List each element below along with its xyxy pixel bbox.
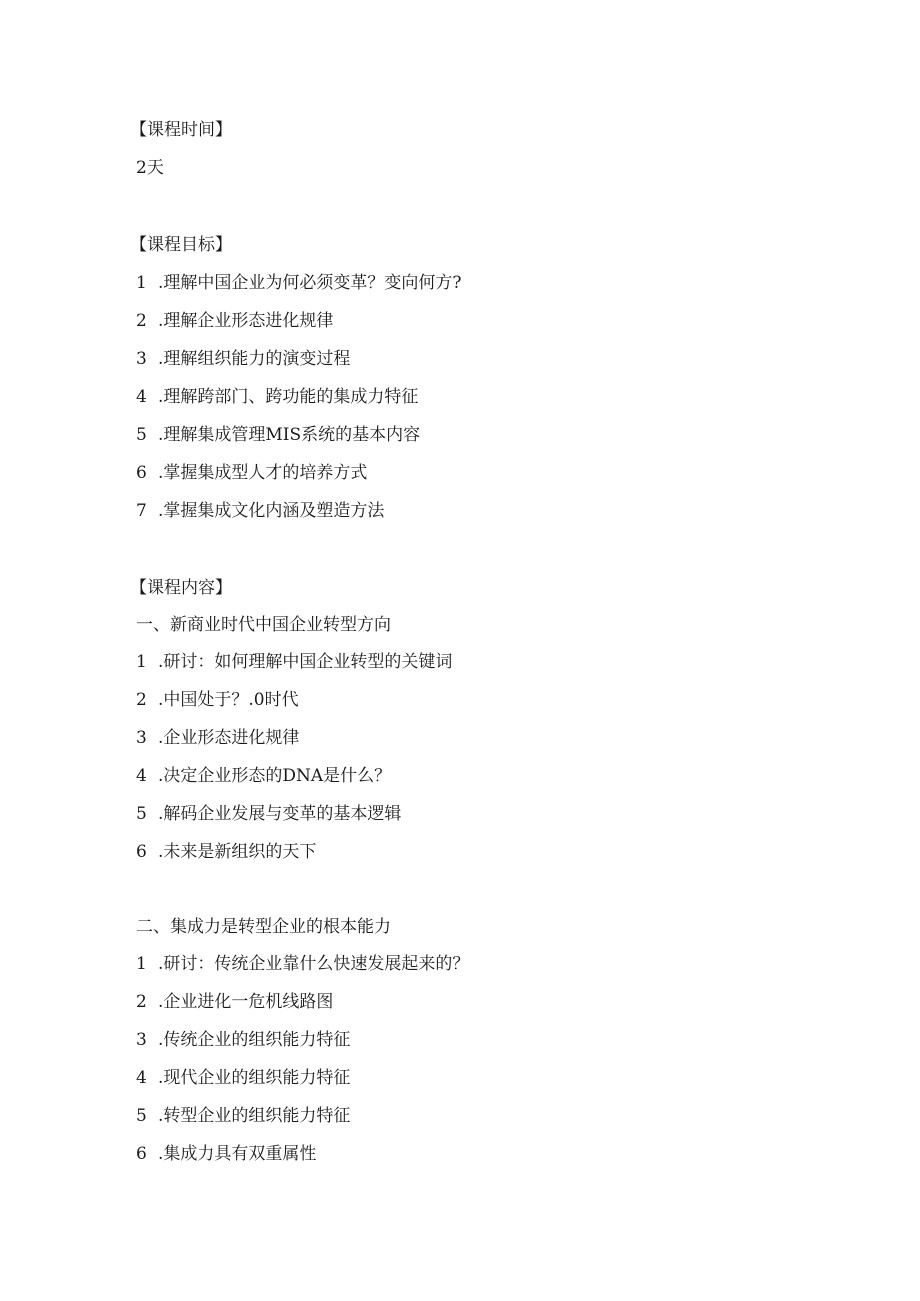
course-time-heading: 【课程时间】 <box>130 120 232 140</box>
section-title: 二、集成力是转型企业的根本能力 <box>136 917 391 937</box>
content-item-number: 3 <box>136 728 147 748</box>
goal-item-text: .理解集成管理MIS系统的基本内容 <box>158 425 421 445</box>
content-item-number: 5 <box>136 804 147 824</box>
course-goals-heading: 【课程目标】 <box>130 235 232 255</box>
content-item-text: .中国处于？.0时代 <box>158 690 299 710</box>
content-item-number: 4 <box>136 766 147 786</box>
goal-item-number: 3 <box>136 349 147 369</box>
goal-item <box>136 500 384 522</box>
content-item <box>136 1143 316 1165</box>
content-item-number: 3 <box>136 1030 147 1050</box>
goal-item-text: .理解跨部门、跨功能的集成力特征 <box>158 387 419 407</box>
goal-item-number: 4 <box>136 387 147 407</box>
course-time-value: 2天 <box>136 158 164 178</box>
content-item <box>136 689 299 711</box>
goal-item <box>136 272 462 294</box>
content-item-text: .未来是新组织的天下 <box>158 842 317 862</box>
content-item-text: .解码企业发展与变革的基本逻辑 <box>158 804 402 824</box>
goal-item-number: 6 <box>136 463 147 483</box>
course-content-heading: 【课程内容】 <box>130 578 232 598</box>
content-item-number: 4 <box>136 1068 147 1088</box>
content-item <box>136 651 452 673</box>
content-item-text: .集成力具有双重属性 <box>158 1144 317 1164</box>
content-item <box>136 1105 350 1127</box>
content-item-text: .转型企业的组织能力特征 <box>158 1106 351 1126</box>
content-item-text: .企业进化一危机线路图 <box>158 992 334 1012</box>
goal-item-text: .掌握集成型人才的培养方式 <box>158 463 368 483</box>
goal-item <box>136 462 367 484</box>
goal-item <box>136 386 418 408</box>
content-item-text: .现代企业的组织能力特征 <box>158 1068 351 1088</box>
goal-item <box>136 424 420 446</box>
goal-item-number: 1 <box>136 273 147 293</box>
content-item <box>136 1029 350 1051</box>
goal-item-text: .理解企业形态进化规律 <box>158 311 334 331</box>
content-item-number: 2 <box>136 690 147 710</box>
content-item-text: .传统企业的组织能力特征 <box>158 1030 351 1050</box>
content-item-text: .研讨：如何理解中国企业转型的关键词 <box>158 652 453 672</box>
goal-item <box>136 310 333 332</box>
goal-item <box>136 348 350 370</box>
goal-item-text: .理解中国企业为何必须变革？变向何方? <box>158 273 462 293</box>
goal-item-text: .掌握集成文化内涵及塑造方法 <box>158 501 385 521</box>
content-item-number: 5 <box>136 1106 147 1126</box>
goal-item-number: 2 <box>136 311 147 331</box>
goal-item-text: .理解组织能力的演变过程 <box>158 349 351 369</box>
goal-item-number: 5 <box>136 425 147 445</box>
content-item-number: 2 <box>136 992 147 1012</box>
content-item-text: .研讨：传统企业靠什么快速发展起来的？ <box>158 954 470 974</box>
content-item-number: 6 <box>136 1144 147 1164</box>
content-item-number: 1 <box>136 652 147 672</box>
section-title: 一、新商业时代中国企业转型方向 <box>136 615 391 635</box>
content-item <box>136 841 316 863</box>
content-item <box>136 1067 350 1089</box>
content-item <box>136 803 401 825</box>
content-item-number: 6 <box>136 842 147 862</box>
content-item <box>136 765 391 787</box>
content-item <box>136 727 299 749</box>
content-item-number: 1 <box>136 954 147 974</box>
content-item-text: .企业形态进化规律 <box>158 728 300 748</box>
content-item <box>136 991 333 1013</box>
content-item <box>136 953 469 975</box>
goal-item-number: 7 <box>136 501 147 521</box>
content-item-text: .决定企业形态的DNA是什么？ <box>158 766 392 786</box>
